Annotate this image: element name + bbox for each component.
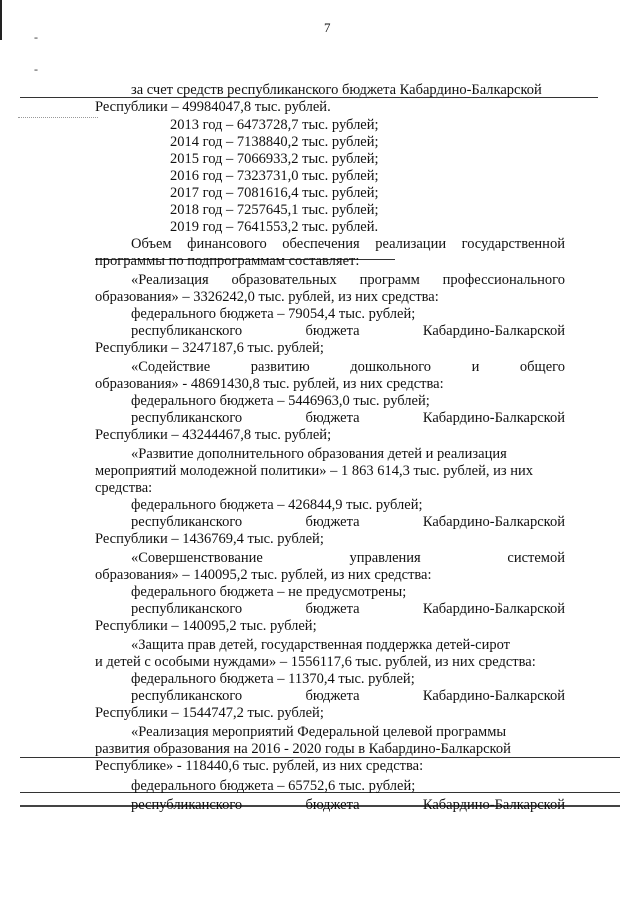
word: Кабардино-Балкарской — [422, 688, 565, 704]
margin-mark: - — [34, 62, 38, 76]
republic-line — [131, 323, 565, 340]
paragraph-line: Республики – 49984047,8 тыс. рублей. — [95, 99, 331, 115]
word: реализации — [375, 236, 447, 252]
word: финансового — [187, 236, 267, 252]
word: республиканского — [131, 323, 243, 339]
paragraph-line: Республики – 140095,2 тыс. рублей; — [95, 618, 317, 634]
paragraph-line: средства: — [95, 480, 153, 496]
subprogram-title-line: «Развитие дополнительного образования детей и реализация — [131, 446, 507, 462]
subprogram-title-line: «Защита прав детей, государственная поддержка детей-сирот — [131, 637, 510, 653]
paragraph-line: мероприятий молодежной политики» – 1 863 614,3 тыс. рублей, из них — [95, 463, 533, 479]
paragraph-line: за счет средств республиканского бюджета Кабардино-Балкарской — [131, 82, 542, 98]
word: республиканского — [131, 601, 243, 617]
paragraph-line: Республики – 3247187,6 тыс. рублей; — [95, 340, 324, 356]
word: республиканского — [131, 514, 243, 530]
word: бюджета — [305, 514, 360, 530]
federal-line: федерального бюджета – не предусмотрены; — [131, 584, 407, 600]
federal-line: федерального бюджета – 426844,9 тыс. рублей; — [131, 497, 423, 513]
republic-line — [131, 410, 565, 427]
paragraph-line: Республики – 1436769,4 тыс. рублей; — [95, 531, 324, 547]
paragraph-line — [131, 236, 565, 253]
word: дошкольного — [350, 359, 432, 375]
word: программ — [359, 272, 420, 288]
word: «Совершенствование — [131, 550, 263, 566]
year-line: 2017 год – 7081616,4 тыс. рублей; — [170, 185, 379, 201]
federal-line: федерального бюджета – 11370,4 тыс. рублей; — [131, 671, 415, 687]
word: Объем — [131, 236, 172, 252]
paragraph-line: Республики – 43244467,8 тыс. рублей; — [95, 427, 332, 443]
republic-line — [131, 688, 565, 705]
republic-line — [131, 797, 565, 814]
paragraph-line: и детей с особыми нуждами» – 1556117,6 тыс. рублей, из них средства: — [95, 654, 536, 670]
paragraph-line: программы по подпрограммам составляет: — [95, 253, 360, 269]
year-line: 2018 год – 7257645,1 тыс. рублей; — [170, 202, 379, 218]
word: бюджета — [305, 323, 360, 339]
faint-scan-line — [18, 117, 98, 119]
word: бюджета — [305, 688, 360, 704]
republic-line — [131, 601, 565, 618]
word: республиканского — [131, 688, 243, 704]
year-line: 2016 год – 7323731,0 тыс. рублей; — [170, 168, 379, 184]
paragraph-line: образования» – 140095,2 тыс. рублей, из них средства: — [95, 567, 432, 583]
federal-line: федерального бюджета – 5446963,0 тыс. рублей; — [131, 393, 430, 409]
republic-line — [131, 514, 565, 531]
word: «Содействие — [131, 359, 211, 375]
subprogram-title-line: «Реализация мероприятий Федеральной целевой программы — [131, 724, 507, 740]
year-line: 2014 год – 7138840,2 тыс. рублей; — [170, 134, 379, 150]
subprogram-title-line — [131, 359, 565, 376]
word: республиканского — [131, 410, 243, 426]
paragraph-line: образования» – 3326242,0 тыс. рублей, из них средства: — [95, 289, 439, 305]
year-line: 2013 год – 6473728,7 тыс. рублей; — [170, 117, 379, 133]
word: Кабардино-Балкарской — [422, 601, 565, 617]
word: бюджета — [305, 797, 360, 813]
word: системой — [507, 550, 565, 566]
word: развитию — [250, 359, 310, 375]
word: управления — [349, 550, 421, 566]
word: профессионального — [442, 272, 565, 288]
federal-line: федерального бюджета – 79054,4 тыс. рублей; — [131, 306, 416, 322]
margin-mark: - — [34, 30, 38, 44]
word: и — [471, 359, 480, 375]
word: бюджета — [305, 410, 360, 426]
word: Кабардино-Балкарской — [422, 410, 565, 426]
word: общего — [519, 359, 565, 375]
year-line: 2015 год – 7066933,2 тыс. рублей; — [170, 151, 379, 167]
word: республиканского — [131, 797, 243, 813]
subprogram-title-line — [131, 272, 565, 289]
word: образовательных — [231, 272, 337, 288]
word: бюджета — [305, 601, 360, 617]
federal-line: федерального бюджета – 65752,6 тыс. рублей; — [131, 778, 416, 794]
paragraph-line: Республики – 1544747,2 тыс. рублей; — [95, 705, 324, 721]
subprogram-title-line — [131, 550, 565, 567]
word: Кабардино-Балкарской — [422, 323, 565, 339]
word: «Реализация — [131, 272, 209, 288]
paragraph-line: образования» - 48691430,8 тыс. рублей, из них средства: — [95, 376, 444, 392]
paragraph-line: развития образования на 2016 - 2020 годы в Кабардино-Балкарской — [95, 741, 511, 757]
word: обеспечения — [282, 236, 360, 252]
word: Кабардино-Балкарской — [422, 797, 565, 813]
paragraph-line: Республике» - 118440,6 тыс. рублей, из них средства: — [95, 758, 424, 774]
page-number: 7 — [324, 20, 331, 35]
word: государственной — [461, 236, 565, 252]
year-line: 2019 год – 7641553,2 тыс. рублей. — [170, 219, 379, 235]
word: Кабардино-Балкарской — [422, 514, 565, 530]
scan-edge-mark — [0, 0, 2, 40]
